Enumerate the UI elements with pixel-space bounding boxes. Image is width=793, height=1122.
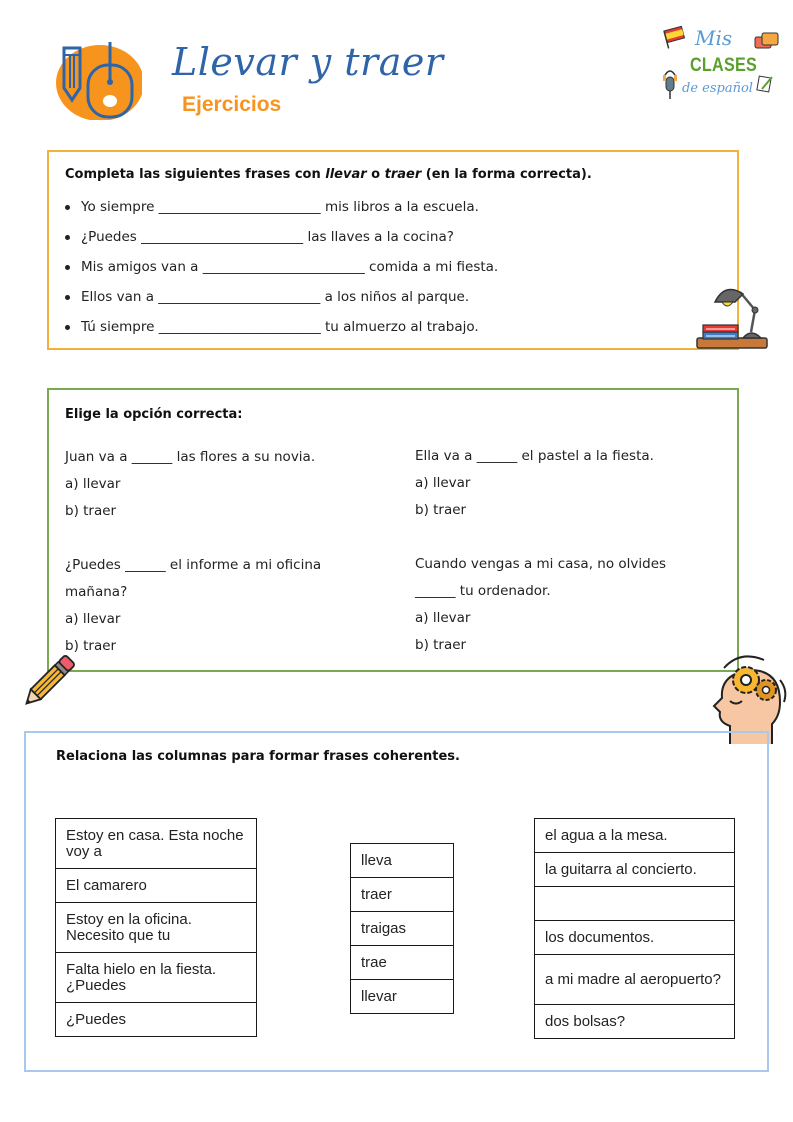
page-subtitle: Ejercicios [182,93,282,116]
option-b[interactable]: b) traer [415,502,467,518]
word-traer: traer [384,167,422,182]
brand-espanol: de español [682,81,753,96]
column-c-cell[interactable]: dos bolsas? [534,1005,735,1039]
list-item: Yo siempre ________________________ mis libros a la escuela. [65,192,498,222]
column-c-cell[interactable] [534,887,735,921]
column-c-cell[interactable]: el agua a la mesa. [534,818,735,853]
question-text-continued: mañana? [65,584,128,600]
bullet-icon [65,295,70,300]
desk-lamp-books-icon [695,280,770,356]
exercise-1-box [47,150,739,350]
list-item: ¿Puedes ________________________ las llaves a la cocina? [65,222,498,252]
option-b[interactable]: b) traer [65,503,117,519]
page-title: Llevar y traer [172,40,444,84]
column-c [534,818,735,1039]
column-b-cell[interactable]: traer [350,878,454,912]
answer-blank[interactable]: ________________________ [158,199,321,215]
column-a-cell[interactable]: El camarero [55,869,257,903]
column-a-cell[interactable]: Falta hielo en la fiesta. ¿Puedes [55,953,257,1003]
option-a[interactable]: a) llevar [65,476,121,492]
column-b-cell[interactable]: lleva [350,843,454,878]
question-text: Cuando vengas a mi casa, no olvides [415,556,667,572]
word-llevar: llevar [325,167,367,182]
question-1 [65,444,375,525]
list-item: Tú siempre ________________________ tu almuerzo al trabajo. [65,312,498,342]
column-a-cell[interactable]: ¿Puedes [55,1003,257,1037]
list-item: Mis amigos van a ________________________ comida a mi fiesta. [65,252,498,282]
exercise-2-box [47,388,739,672]
question-text: ¿Puedes ______ el informe a mi oficina [65,557,322,573]
bullet-icon [65,205,70,210]
answer-blank[interactable]: ________________________ [158,319,321,335]
question-text: Juan va a ______ las flores a su novia. [65,449,316,465]
column-b-cell[interactable]: traigas [350,912,454,946]
exercise-2-instruction: Elige la opción correcta: [65,407,243,422]
answer-blank[interactable]: ________________________ [202,259,365,275]
option-b[interactable]: b) traer [415,637,467,653]
bullet-icon [65,235,70,240]
option-a[interactable]: a) llevar [65,611,121,627]
option-a[interactable]: a) llevar [415,475,471,491]
bullet-icon [65,325,70,330]
column-c-cell[interactable]: a mi madre al aeropuerto? [534,955,735,1005]
column-a [55,818,257,1037]
column-b-cell[interactable]: llevar [350,980,454,1014]
question-2 [415,443,725,524]
pencil-icon [16,652,78,718]
brand-clases: CLASES [690,55,758,76]
answer-blank[interactable]: ________________________ [141,229,304,245]
option-a[interactable]: a) llevar [415,610,471,626]
column-c-cell[interactable]: los documentos. [534,921,735,955]
column-c-cell[interactable]: la guitarra al concierto. [534,853,735,887]
column-a-cell[interactable]: Estoy en la oficina. Necesito que tu [55,903,257,953]
list-item: Ellos van a ________________________ a los niños al parque. [65,282,498,312]
answer-blank[interactable]: ________________________ [158,289,321,305]
question-text-continued: ______ tu ordenador. [415,583,551,599]
exercise-3-instruction: Relaciona las columnas para formar frases coherentes. [56,749,460,764]
brand-mis: Mis [695,26,733,50]
bullet-icon [65,265,70,270]
option-b[interactable]: b) traer [65,638,117,654]
column-b-cell[interactable]: trae [350,946,454,980]
question-3 [65,552,375,660]
column-a-cell[interactable]: Estoy en casa. Esta noche voy a [55,818,257,869]
exercise-1-list [49,192,498,342]
question-text: Ella va a ______ el pastel a la fiesta. [415,448,654,464]
column-b [350,843,454,1014]
exercise-1-instruction: Completa las siguientes frases con llevar o traer (en la forma correcta). [65,167,592,182]
pencil-mouse-logo-icon [52,40,142,120]
question-4 [415,551,725,659]
